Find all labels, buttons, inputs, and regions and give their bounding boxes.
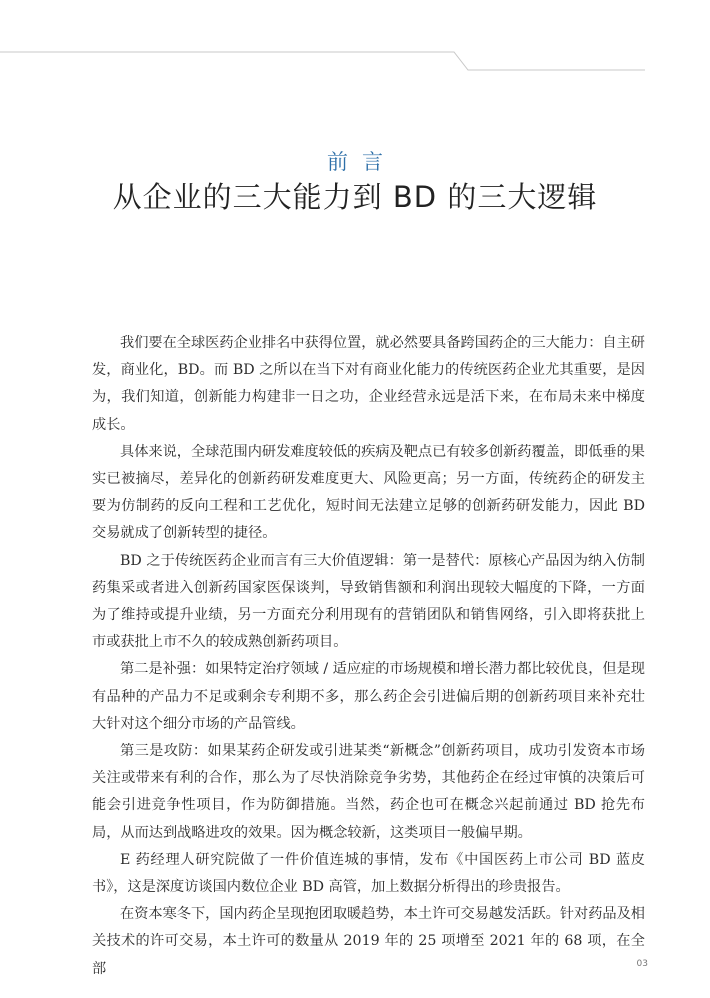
paragraph: 第三是攻防：如果某药企研发或引进某类“新概念”创新药项目，成功引发资本市场关注或带来有利的合作，那么为了尽快消除竞争劣势，其他药企在经过审慎的决策后可能会引进竞争性项目，作为防御措施。当然，药企也可在概念兴起前通过 BD 抢先布局，从而达到战略进攻的效果。因为概念较新，这类项目一般偏早期。	[92, 743, 645, 841]
paragraph: E 药经理人研究院做了一件价值连城的事情，发布《中国医药上市公司 BD 蓝皮书》，这是深度访谈国内数位企业 BD 高管，加上数据分析得出的珍贵报告。	[92, 851, 645, 896]
page-title: 从企业的三大能力到 BD 的三大逻辑	[112, 180, 598, 214]
paragraph: 我们要在全球医药企业排名中获得位置，就必然要具备跨国药企的三大能力：自主研发，商业化，BD。而 BD 之所以在当下对有商业化能力的传统医药企业尤其重要，是因为，我们知道，创新能力构建非一日之功，企业经营永远是活下来，在布局未来中梯度成长。	[92, 335, 645, 433]
header-decorative-rule	[0, 0, 710, 80]
section-label: 前言	[327, 150, 397, 174]
paragraph: BD 之于传统医药企业而言有三大价值逻辑：第一是替代：原核心产品因为纳入仿制药集采或者进入创新药国家医保谈判，导致销售额和利润出现较大幅度的下降，一方面为了维持或提升业绩，另一方面充分利用现有的营销团队和销售网络，引入即将获批上市或获批上市不久的较成熟创新药项目。	[92, 552, 645, 651]
paragraph: 第二是补强：如果特定治疗领域 / 适应症的市场规模和增长潜力都比较优良，但是现有品种的产品力不足或剩余专利期不多，那么药企会引进偏后期的创新药项目来补充壮大针对这个细分市场的产品管线。	[92, 661, 645, 732]
page-number: 03	[636, 959, 648, 969]
paragraph: 具体来说，全球范围内研发难度较低的疾病及靶点已有较多创新药覆盖，即低垂的果实已被摘尽，差异化的创新药研发难度更大、风险更高；另一方面，传统药企的研发主要为仿制药的反向工程和工艺优化，短时间无法建立足够的创新药研发能力，因此 BD 交易就成了创新转型的捷径。	[92, 443, 645, 542]
paragraph: 在资本寒冬下，国内药企呈现抱团取暖趋势，本土许可交易越发活跃。针对药品及相关技术的许可交易，本土许可的数量从 2019 年的 25 项增至 2021 年的 68 项，在全部	[92, 906, 645, 977]
body-text	[92, 330, 645, 983]
